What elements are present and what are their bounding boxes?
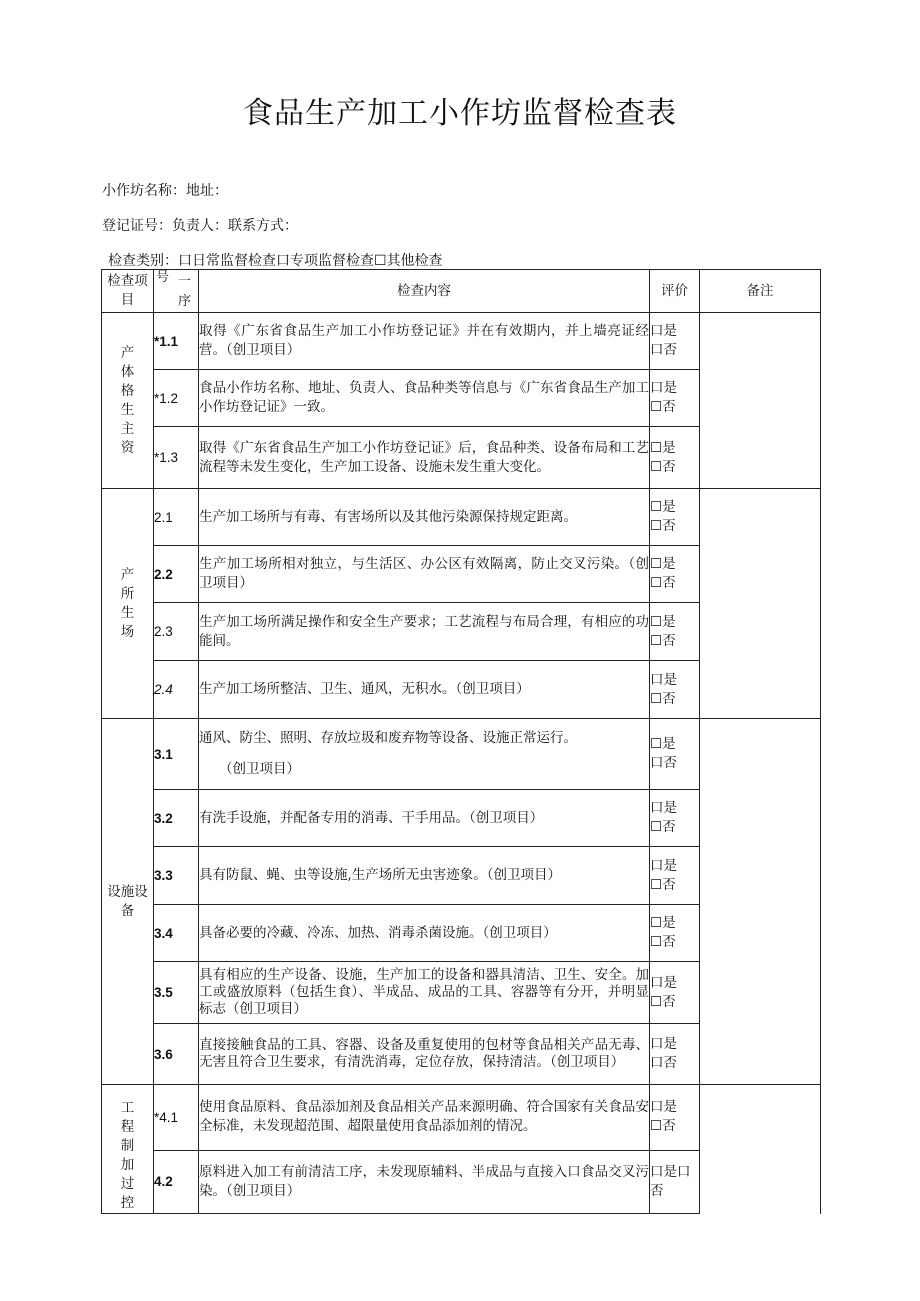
eval-cell <box>650 719 700 790</box>
header-number <box>154 270 199 313</box>
table-header-row <box>102 270 821 313</box>
item-content: 生产加工场所与有毒、有害场所以及其他污染源保持规定距离。 <box>199 489 650 546</box>
header-content: 检查内容 <box>199 270 650 313</box>
header-eval: 评价 <box>650 270 700 313</box>
eval-yes-checkbox[interactable]: 口是 <box>650 974 677 991</box>
item-content: 食品小作坊名称、地址、负责人、食品种类等信息与《广东省食品生产加工小作坊登记证》一致。 <box>199 370 650 427</box>
page-title: 食品生产加工小作坊监督检查表 <box>243 96 677 131</box>
eval-yes-checkbox[interactable]: 口是 <box>650 800 677 816</box>
item-number: 2.1 <box>154 489 199 546</box>
registration-line: 登记证号：负责人：联系方式： <box>102 218 298 234</box>
eval-yes-checkbox[interactable]: 口是 <box>650 857 677 874</box>
eval-cell <box>650 1085 700 1151</box>
item-content: 生产加工场所相对独立，与生活区、办公区有效隔离，防止交叉污染。（创卫项目） <box>199 546 650 603</box>
item-number: 2.3 <box>154 603 199 661</box>
item-number: 3.1 <box>154 719 199 790</box>
item-content <box>199 719 650 790</box>
item-content: 使用食品原料、食品添加剂及食品相关产品来源明确、符合国家有关食品安全标准，未发现超范围、超限量使用食品添加剂的情况。 <box>199 1085 650 1151</box>
eval-cell <box>650 790 700 847</box>
eval-yes-checkbox[interactable]: ☐是 <box>650 556 676 572</box>
header-note: 备注 <box>700 270 821 313</box>
item-content-main: 通风、防尘、照明、存放垃圾和废弃物等设备、设施正常运行。 <box>199 730 577 746</box>
note-cell[interactable] <box>700 719 821 1085</box>
category-1: 产体格生主资 <box>102 313 154 489</box>
header-category: 检查项目 <box>102 270 154 313</box>
item-number: *1.3 <box>154 427 199 489</box>
item-content: 具有相应的生产设备、设施，生产加工的设备和器具清洁、卫生、安全。加工或盛放原料（包括生食）、半成品、成品的工具、容器等有分开，并明显标志（创卫项目） <box>199 962 650 1024</box>
eval-cell <box>650 370 700 427</box>
item-content-sub: （创卫项目） <box>219 761 300 777</box>
table-row <box>102 313 821 370</box>
eval-no-checkbox[interactable]: ☐否 <box>650 518 676 534</box>
header-number-b: 一 <box>178 274 192 289</box>
eval-yes-checkbox[interactable]: ☐是 <box>650 736 676 752</box>
item-content: 直接接触食品的工具、容器、设备及重复使用的包材等食品相关产品无毒、无害且符合卫生要求，有清洗消毒，定位存放，保持清洁。（创卫项目） <box>199 1024 650 1085</box>
eval-no-checkbox[interactable]: ☐否 <box>650 819 676 835</box>
item-number: 3.2 <box>154 790 199 847</box>
note-cell[interactable] <box>700 1085 821 1214</box>
eval-cell <box>650 546 700 603</box>
item-number: 3.5 <box>154 962 199 1024</box>
workshop-name-address-line: 小作坊名称：地址： <box>102 183 228 199</box>
eval-cell <box>650 905 700 962</box>
item-content: 生产加工场所满足操作和安全生产要求；工艺流程与布局合理，有相应的功能间。 <box>199 603 650 661</box>
eval-no-checkbox[interactable]: ☐否 <box>650 632 676 649</box>
item-number: 3.6 <box>154 1024 199 1085</box>
category-3: 设施设备 <box>102 719 154 1085</box>
eval-yes-checkbox[interactable]: ☐是 <box>650 499 676 515</box>
eval-cell <box>650 313 700 370</box>
eval-no-checkbox[interactable]: ☐否 <box>650 458 676 475</box>
note-cell[interactable] <box>700 313 821 489</box>
eval-no-checkbox[interactable]: ☐否 <box>650 876 676 893</box>
eval-yes-checkbox[interactable]: 口是 <box>650 1036 677 1052</box>
eval-no-checkbox[interactable]: 口否 <box>650 342 677 358</box>
table-row <box>102 489 821 546</box>
item-number: 4.2 <box>154 1150 199 1213</box>
category-2: 产所生场 <box>102 489 154 719</box>
eval-cell <box>650 962 700 1024</box>
eval-yes-checkbox[interactable]: 口是 <box>650 671 677 688</box>
inspection-table <box>101 269 821 1214</box>
item-content: 具有防鼠、蝇、虫等设施,生产场所无虫害迹象。（创卫项目） <box>199 847 650 905</box>
item-number: *1.1 <box>154 313 199 370</box>
eval-cell <box>650 603 700 661</box>
eval-no-checkbox[interactable]: ☐否 <box>650 934 676 950</box>
header-number-a: 号 <box>156 270 170 285</box>
category-4: 工程制加过控 <box>102 1085 154 1214</box>
eval-yes-checkbox[interactable]: 口是 <box>650 323 677 339</box>
item-content: 生产加工场所整洁、卫生、通风，无积水。（创卫项目） <box>199 661 650 719</box>
item-content: 具备必要的冷藏、冷冻、加热、消毒杀菌设施。（创卫项目） <box>199 905 650 962</box>
item-content: 取得《广东省食品生产加工小作坊登记证》并在有效期内，并上墙亮证经营。（创卫项目） <box>199 313 650 370</box>
eval-no-checkbox[interactable]: 口否 <box>650 1055 677 1071</box>
eval-yes-checkbox[interactable]: ☐是 <box>650 439 676 456</box>
eval-cell <box>650 661 700 719</box>
item-content: 原料进入加工有前清洁工序，未发现原辅料、半成品与直接入口食品交叉污染。（创卫项目） <box>199 1150 650 1213</box>
eval-no-checkbox[interactable]: ☐否 <box>650 1118 676 1135</box>
eval-yes-checkbox[interactable]: ☐是 <box>650 613 676 630</box>
eval-cell <box>650 847 700 905</box>
eval-yes-checkbox[interactable]: ☐是 <box>650 915 676 931</box>
item-content: 取得《广东省食品生产加工小作坊登记证》后，食品种类、设备布局和工艺流程等未发生变化，生产加工设备、设施未发生重大变化。 <box>199 427 650 489</box>
eval-no-checkbox[interactable]: 口否 <box>650 755 677 771</box>
item-number: 3.4 <box>154 905 199 962</box>
eval-yes-checkbox[interactable]: 口是 <box>650 380 677 396</box>
eval-cell <box>650 1150 700 1213</box>
eval-cell <box>650 1024 700 1085</box>
eval-cell <box>650 427 700 489</box>
item-number: 2.4 <box>154 661 199 719</box>
item-number: *1.2 <box>154 370 199 427</box>
item-content: 有洗手设施，并配备专用的消毒、干手用品。（创卫项目） <box>199 790 650 847</box>
eval-no-checkbox[interactable]: ☐否 <box>650 993 676 1010</box>
item-number: 3.3 <box>154 847 199 905</box>
table-row <box>102 1085 821 1151</box>
note-cell[interactable] <box>700 489 821 719</box>
eval-no-checkbox[interactable]: ☐否 <box>650 690 676 707</box>
table-row <box>102 719 821 790</box>
eval-cell <box>650 489 700 546</box>
eval-yes-no-checkboxes[interactable]: 口是口否 <box>650 1163 691 1199</box>
item-number: 2.2 <box>154 546 199 603</box>
item-number: *4.1 <box>154 1085 199 1151</box>
eval-no-checkbox[interactable]: ☐否 <box>650 399 676 415</box>
header-number-c: 序 <box>178 294 192 309</box>
eval-no-checkbox[interactable]: ☐否 <box>650 575 676 591</box>
inspection-type-line: 检查类别：口日常监督检查口专项监督检查☐其他检查 <box>108 253 443 269</box>
eval-yes-checkbox[interactable]: 口是 <box>650 1099 677 1116</box>
